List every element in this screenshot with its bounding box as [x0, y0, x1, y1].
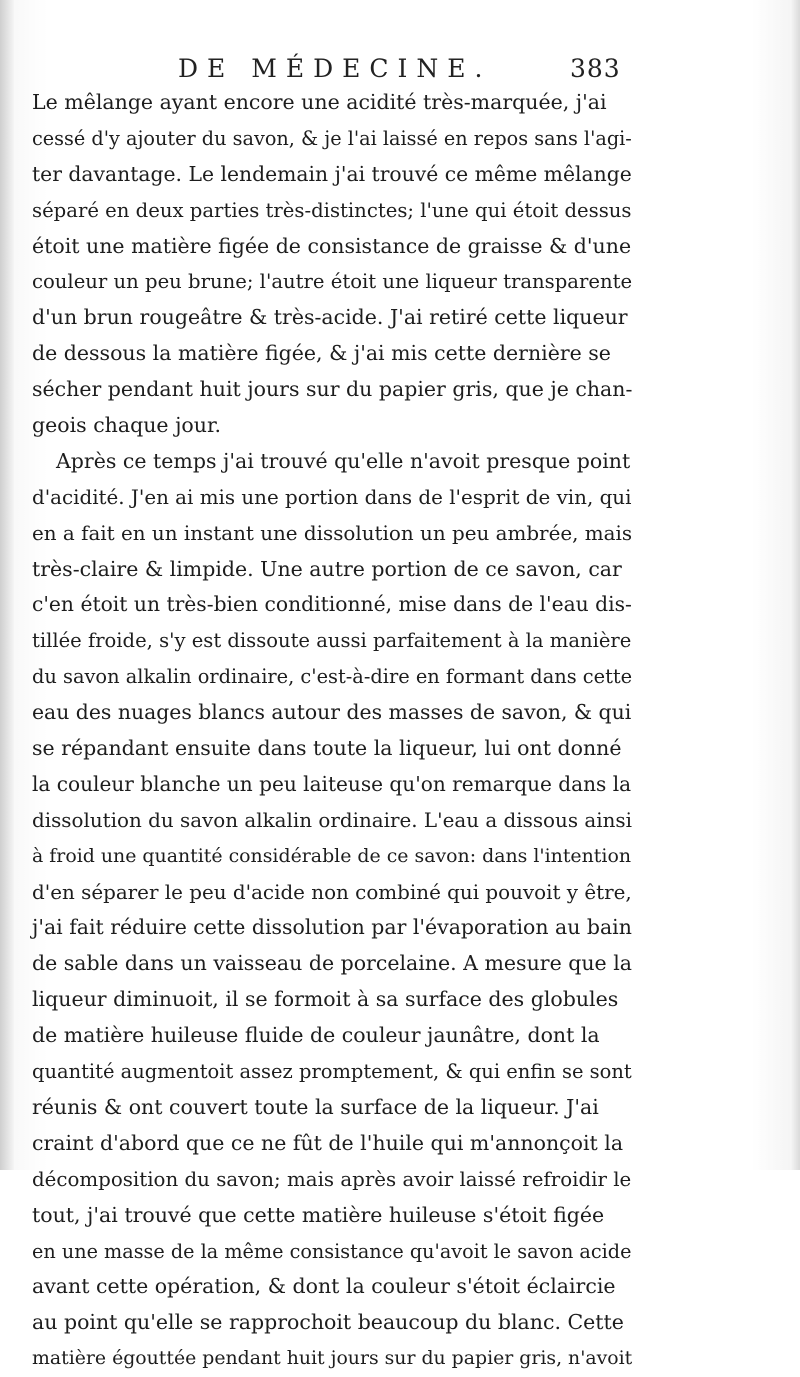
- text-line: couleur un peu brune; l'autre étoit une liqueur transparente: [32, 270, 633, 294]
- text-line: geois chaque jour.: [32, 413, 222, 438]
- text-line: dissolution du savon alkalin ordinaire. L'eau a dissous ainsi: [32, 808, 632, 832]
- text-line: c'en étoit un très-bien conditionné, mise dans de l'eau dis-: [32, 592, 632, 617]
- paragraph-start-line: Après ce temps j'ai trouvé qu'elle n'avoit presque point: [56, 448, 631, 473]
- text-line: d'acidité. J'en ai mis une portion dans de l'esprit de vin, qui: [32, 485, 632, 509]
- text-line: séparé en deux parties très-distinctes; l'une qui étoit dessus: [32, 198, 632, 222]
- text-line: à froid une quantité considérable de ce savon: dans l'intention: [32, 844, 631, 867]
- text-line: d'en séparer le peu d'acide non combiné qui pouvoit y être,: [32, 880, 632, 904]
- text-line: de sable dans un vaisseau de porcelaine. A mesure que la: [32, 951, 632, 976]
- text-line: d'un brun rougeâtre & très-acide. J'ai retiré cette liqueur: [32, 305, 628, 330]
- text-line: la couleur blanche un peu laiteuse qu'on remarque dans la: [32, 771, 632, 796]
- text-line: avant cette opération, & dont la couleur s'étoit éclaircie: [32, 1274, 616, 1299]
- text-line: quantité augmentoit assez promptement, & qui enfin se sont: [32, 1060, 632, 1084]
- text-line: Le mêlange ayant encore une acidité très-marquée, j'ai: [32, 90, 607, 114]
- text-line: très-claire & limpide. Une autre portion de ce savon, car: [32, 556, 622, 581]
- text-line: sécher pendant huit jours sur du papier gris, que je chan-: [32, 377, 633, 402]
- page-number: 383: [570, 54, 621, 83]
- text-line: de dessous la matière figée, & j'ai mis cette dernière se: [32, 341, 611, 366]
- page-header: [0, 50, 800, 90]
- text-line: liqueur diminuoit, il se formoit à sa surface des globules: [32, 987, 619, 1012]
- text-line: craint d'abord que ce ne fût de l'huile qui m'annonçoit la: [32, 1130, 624, 1155]
- text-line: en a fait en un instant une dissolution un peu ambrée, mais: [32, 521, 633, 545]
- text-line: j'ai fait réduire cette dissolution par l'évaporation au bain: [32, 915, 632, 940]
- text-line: de matière huileuse fluide de couleur jaunâtre, dont la: [32, 1023, 600, 1048]
- page-edge-shadow: [790, 0, 800, 1170]
- text-line: matière égouttée pendant huit jours sur du papier gris, n'avoit: [32, 1347, 633, 1370]
- text-line: décomposition du savon; mais après avoir laissé refroidir le: [32, 1167, 632, 1191]
- text-line: cessé d'y ajouter du savon, & je l'ai laissé en repos sans l'agi-: [32, 126, 632, 150]
- text-line: réunis & ont couvert toute la surface de la liqueur. J'ai: [32, 1094, 599, 1119]
- text-line: eau des nuages blancs autour des masses de savon, & qui: [32, 700, 632, 725]
- text-line: tillée froide, s'y est dissoute aussi parfaitement à la manière: [32, 629, 632, 653]
- text-line: du savon alkalin ordinaire, c'est-à-dire en formant dans cette: [32, 665, 633, 689]
- page-gutter-shadow: [0, 0, 14, 1170]
- body-text: [32, 85, 632, 1377]
- text-line: étoit une matière figée de consistance de graisse & d'une: [32, 233, 632, 258]
- running-head: DE MÉDECINE.: [178, 54, 492, 83]
- text-line: tout, j'ai trouvé que cette matière huileuse s'étoit figée: [32, 1202, 605, 1227]
- text-line: ter davantage. Le lendemain j'ai trouvé ce même mêlange: [32, 161, 632, 186]
- text-line: au point qu'elle se rapprochoit beaucoup du blanc. Cette: [32, 1310, 624, 1335]
- text-line: se répandant ensuite dans toute la liqueur, lui ont donné: [32, 736, 622, 761]
- text-line: en une masse de la même consistance qu'avoit le savon acide: [32, 1239, 632, 1263]
